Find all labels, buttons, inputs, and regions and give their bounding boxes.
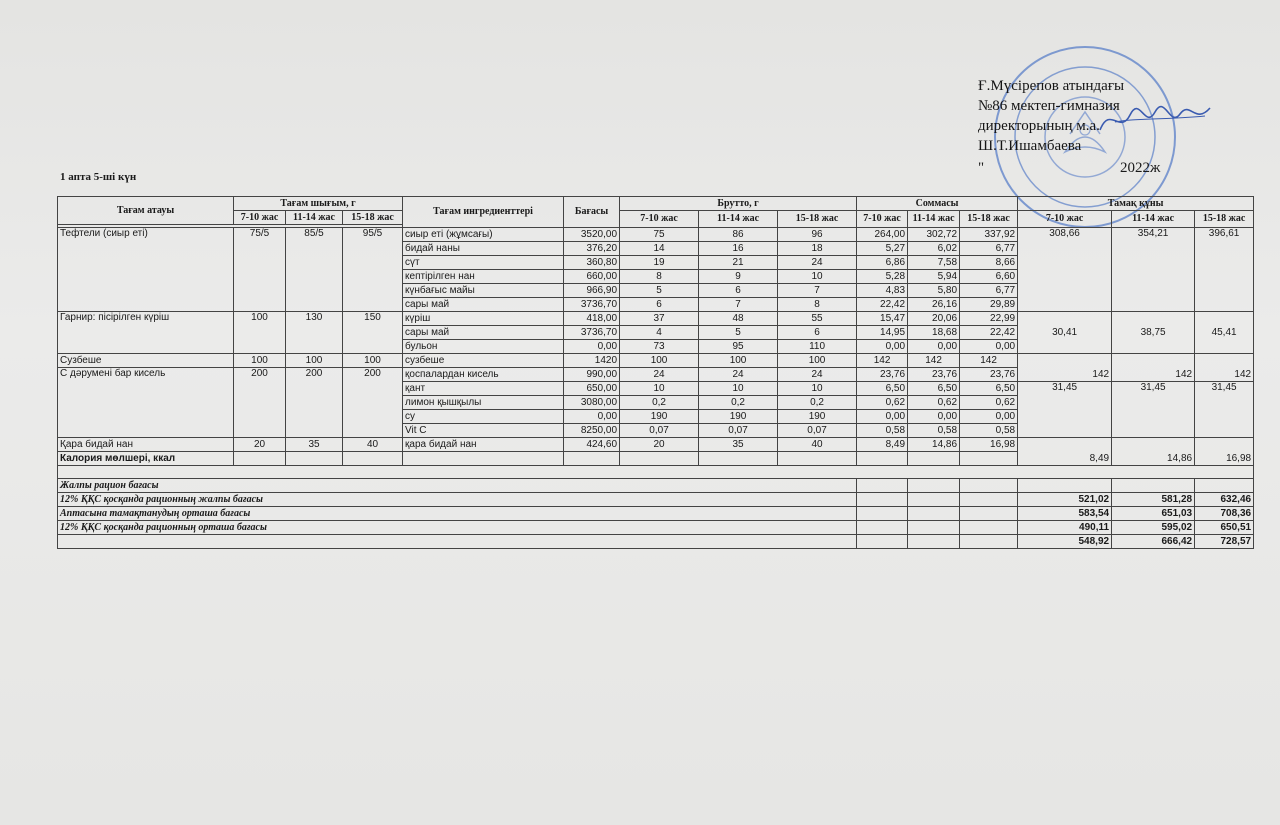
price: 660,00 [564, 270, 620, 284]
gross-age3: 190 [778, 410, 857, 424]
food-cost-age2: 38,75 [1112, 312, 1195, 354]
table-row [58, 438, 1254, 452]
output-age1: 200 [234, 368, 286, 438]
food-cost-age3: 142 [1195, 354, 1254, 382]
gross-age1: 6 [620, 298, 699, 312]
gross-age3: 40 [778, 438, 857, 452]
gross-age3: 6 [778, 326, 857, 340]
header-gross-age1: 7-10 жас [620, 211, 699, 228]
sum-age2: 14,86 [908, 438, 960, 452]
gross-age3: 110 [778, 340, 857, 354]
summary-label: 12% ҚҚС қосқанда рационның жалпы бағасы [58, 493, 857, 507]
sum-age1: 5,27 [857, 242, 908, 256]
sum-age2: 20,06 [908, 312, 960, 326]
sum-age2: 302,72 [908, 228, 960, 242]
price: 376,20 [564, 242, 620, 256]
summary-age2 [1112, 479, 1195, 493]
summary-age1: 521,02 [1018, 493, 1112, 507]
sum-age2: 6,02 [908, 242, 960, 256]
price: 990,00 [564, 368, 620, 382]
ingredient: қант [403, 382, 564, 396]
gross-age2: 190 [699, 410, 778, 424]
sum-age3: 6,50 [960, 382, 1018, 396]
summary-row [58, 521, 1254, 535]
gross-age2: 100 [699, 354, 778, 368]
gross-age2: 0,07 [699, 424, 778, 438]
sum-age3: 6,77 [960, 284, 1018, 298]
gross-age2: 5 [699, 326, 778, 340]
gross-age3: 55 [778, 312, 857, 326]
ingredient: қара бидай нан [403, 438, 564, 452]
summary-label: 12% ҚҚС қосқанда рационның орташа бағасы [58, 521, 857, 535]
gross-age1: 8 [620, 270, 699, 284]
summary-row [58, 507, 1254, 521]
gross-age1: 75 [620, 228, 699, 242]
header-gross-age2: 11-14 жас [699, 211, 778, 228]
sum-age2: 26,16 [908, 298, 960, 312]
gross-age1: 19 [620, 256, 699, 270]
food-cost-age3: 31,45 [1195, 382, 1254, 438]
summary-age2: 581,28 [1112, 493, 1195, 507]
sum-age2: 0,58 [908, 424, 960, 438]
sum-age3: 337,92 [960, 228, 1018, 242]
gross-age3: 10 [778, 270, 857, 284]
header-gross: Брутто, г [620, 197, 857, 211]
gross-age2: 16 [699, 242, 778, 256]
gross-age3: 0,07 [778, 424, 857, 438]
sum-age1: 8,49 [857, 438, 908, 452]
sum-age3: 6,77 [960, 242, 1018, 256]
approval-line-3: директорының м.а. [978, 118, 1100, 134]
summary-row [58, 479, 1254, 493]
sum-age1: 0,58 [857, 424, 908, 438]
ingredient: сүт [403, 256, 564, 270]
header-sum-age3: 15-18 жас [960, 211, 1018, 228]
header-gross-age3: 15-18 жас [778, 211, 857, 228]
gross-age1: 73 [620, 340, 699, 354]
header-sum-age1: 7-10 жас [857, 211, 908, 228]
sum-age3: 142 [960, 354, 1018, 368]
food-cost-age2: 354,21 [1112, 228, 1195, 312]
table-row [58, 354, 1254, 368]
food-cost-age3: 45,41 [1195, 312, 1254, 354]
sum-age1: 0,00 [857, 340, 908, 354]
sum-age2: 18,68 [908, 326, 960, 340]
output-age2: 130 [286, 312, 343, 354]
ingredient: кептірілген нан [403, 270, 564, 284]
food-cost-age2: 31,45 [1112, 382, 1195, 438]
output-age3: 150 [343, 312, 403, 354]
gross-age2: 9 [699, 270, 778, 284]
sum-age1: 142 [857, 354, 908, 368]
table-row [58, 228, 1254, 242]
summary-age1: 490,11 [1018, 521, 1112, 535]
sum-age2: 5,94 [908, 270, 960, 284]
sum-age2: 23,76 [908, 368, 960, 382]
gross-age3: 24 [778, 368, 857, 382]
output-age1: 20 [234, 438, 286, 452]
sum-age1: 22,42 [857, 298, 908, 312]
food-cost-age3: 396,61 [1195, 228, 1254, 312]
summary-age2: 666,42 [1112, 535, 1195, 549]
approval-block [978, 76, 1124, 156]
ingredient: сузбеше [403, 354, 564, 368]
gross-age3: 7 [778, 284, 857, 298]
gross-age2: 7 [699, 298, 778, 312]
sum-age3: 0,00 [960, 410, 1018, 424]
gross-age3: 8 [778, 298, 857, 312]
approval-line-4: Ш.Т.Ишамбаева [978, 138, 1082, 154]
gross-age1: 0,2 [620, 396, 699, 410]
gross-age1: 24 [620, 368, 699, 382]
sum-age3: 0,58 [960, 424, 1018, 438]
sum-age1: 15,47 [857, 312, 908, 326]
sum-age2: 142 [908, 354, 960, 368]
output-age3: 200 [343, 368, 403, 438]
gross-age3: 18 [778, 242, 857, 256]
gross-age2: 48 [699, 312, 778, 326]
header-output-age3: 15-18 жас [343, 211, 403, 225]
gross-age1: 0,07 [620, 424, 699, 438]
ingredient: бульон [403, 340, 564, 354]
price: 0,00 [564, 410, 620, 424]
price: 650,00 [564, 382, 620, 396]
summary-label: Жалпы рацион бағасы [58, 479, 857, 493]
gross-age2: 0,2 [699, 396, 778, 410]
gross-age1: 20 [620, 438, 699, 452]
sum-age3: 29,89 [960, 298, 1018, 312]
summary-age2: 651,03 [1112, 507, 1195, 521]
gross-age1: 4 [620, 326, 699, 340]
approval-line-2: №86 мектеп-гимназия [978, 98, 1120, 114]
gross-age1: 100 [620, 354, 699, 368]
summary-age1 [1018, 479, 1112, 493]
gross-age2: 10 [699, 382, 778, 396]
price: 3520,00 [564, 228, 620, 242]
dish-name: Сузбеше [58, 354, 234, 368]
sum-age1: 4,83 [857, 284, 908, 298]
sum-age2: 6,50 [908, 382, 960, 396]
table-row [58, 312, 1254, 326]
food-cost-age1: 8,49 [1018, 438, 1112, 466]
food-cost-age1: 31,45 [1018, 382, 1112, 438]
food-cost-age1: 308,66 [1018, 228, 1112, 312]
price: 424,60 [564, 438, 620, 452]
price: 418,00 [564, 312, 620, 326]
output-age3: 40 [343, 438, 403, 452]
header-sum-age2: 11-14 жас [908, 211, 960, 228]
header-sum: Соммасы [857, 197, 1018, 211]
sum-age3: 22,99 [960, 312, 1018, 326]
gross-age3: 100 [778, 354, 857, 368]
ingredient: сары май [403, 298, 564, 312]
approval-date-mark: " [978, 160, 985, 176]
summary-label [58, 535, 857, 549]
price: 3736,70 [564, 298, 620, 312]
summary-age3: 650,51 [1195, 521, 1254, 535]
sum-age3: 6,60 [960, 270, 1018, 284]
output-age2: 85/5 [286, 228, 343, 312]
summary-row [58, 535, 1254, 549]
summary-label: Аптасына тамақтанудың орташа бағасы [58, 507, 857, 521]
header-price: Бағасы [564, 197, 620, 228]
sum-age1: 0,62 [857, 396, 908, 410]
summary-age3: 632,46 [1195, 493, 1254, 507]
output-age1: 75/5 [234, 228, 286, 312]
ingredient: Vit C [403, 424, 564, 438]
sum-age1: 6,50 [857, 382, 908, 396]
sum-age1: 0,00 [857, 410, 908, 424]
price: 966,90 [564, 284, 620, 298]
header-dish-name: Тағам атауы [58, 197, 234, 225]
sum-age3: 0,62 [960, 396, 1018, 410]
gross-age2: 6 [699, 284, 778, 298]
output-age3: 100 [343, 354, 403, 368]
ingredient: су [403, 410, 564, 424]
food-cost-age2: 142 [1112, 354, 1195, 382]
menu-table [57, 196, 1254, 549]
food-cost-age1: 30,41 [1018, 312, 1112, 354]
price: 3080,00 [564, 396, 620, 410]
output-age2: 100 [286, 354, 343, 368]
price: 8250,00 [564, 424, 620, 438]
ingredient: сары май [403, 326, 564, 340]
dish-name: С дәрумені бар кисель [58, 368, 234, 438]
sum-age1: 14,95 [857, 326, 908, 340]
approval-year: 2022ж [1120, 160, 1161, 176]
output-age3: 95/5 [343, 228, 403, 312]
price: 1420 [564, 354, 620, 368]
header-output: Тағам шығым, г [234, 197, 403, 211]
summary-age3: 708,36 [1195, 507, 1254, 521]
ingredient: күріш [403, 312, 564, 326]
summary-age1: 583,54 [1018, 507, 1112, 521]
dish-name: Тефтели (сиыр еті) [58, 228, 234, 312]
gross-age1: 5 [620, 284, 699, 298]
output-age2: 35 [286, 438, 343, 452]
sum-age2: 0,00 [908, 410, 960, 424]
gross-age2: 35 [699, 438, 778, 452]
sum-age1: 264,00 [857, 228, 908, 242]
gross-age1: 37 [620, 312, 699, 326]
food-cost-age2: 14,86 [1112, 438, 1195, 466]
sum-age1: 6,86 [857, 256, 908, 270]
output-age1: 100 [234, 312, 286, 354]
sum-age2: 5,80 [908, 284, 960, 298]
gross-age3: 10 [778, 382, 857, 396]
price: 3736,70 [564, 326, 620, 340]
sum-age1: 5,28 [857, 270, 908, 284]
sum-age2: 7,58 [908, 256, 960, 270]
sum-age3: 8,66 [960, 256, 1018, 270]
sum-age3: 0,00 [960, 340, 1018, 354]
gross-age3: 24 [778, 256, 857, 270]
header-cost-age3: 15-18 жас [1195, 211, 1254, 228]
sum-age3: 22,42 [960, 326, 1018, 340]
gross-age2: 24 [699, 368, 778, 382]
gross-age2: 21 [699, 256, 778, 270]
header-food-cost: Тамақ құны [1018, 197, 1254, 211]
header-output-age1: 7-10 жас [234, 211, 286, 225]
food-cost-age1: 142 [1018, 354, 1112, 382]
header-output-age2: 11-14 жас [286, 211, 343, 225]
sum-age3: 23,76 [960, 368, 1018, 382]
ingredient: күнбағыс майы [403, 284, 564, 298]
calorie-label: Калория мөлшері, ккал [58, 452, 234, 466]
gross-age2: 86 [699, 228, 778, 242]
ingredient: қоспалардан кисель [403, 368, 564, 382]
header-cost-age1: 7-10 жас [1018, 211, 1112, 228]
dish-name: Қара бидай нан [58, 438, 234, 452]
header-cost-age2: 11-14 жас [1112, 211, 1195, 228]
dish-name: Гарнир: пісірілген күріш [58, 312, 234, 354]
sum-age1: 23,76 [857, 368, 908, 382]
summary-age3: 728,57 [1195, 535, 1254, 549]
sum-age2: 0,00 [908, 340, 960, 354]
price: 360,80 [564, 256, 620, 270]
output-age2: 200 [286, 368, 343, 438]
price: 0,00 [564, 340, 620, 354]
food-cost-age3: 16,98 [1195, 438, 1254, 466]
summary-row [58, 493, 1254, 507]
gross-age1: 190 [620, 410, 699, 424]
gross-age2: 95 [699, 340, 778, 354]
gross-age1: 10 [620, 382, 699, 396]
gross-age3: 96 [778, 228, 857, 242]
sum-age3: 16,98 [960, 438, 1018, 452]
ingredient: сиыр еті (жұмсағы) [403, 228, 564, 242]
summary-age3 [1195, 479, 1254, 493]
output-age1: 100 [234, 354, 286, 368]
summary-age2: 595,02 [1112, 521, 1195, 535]
header-ingredients: Тағам ингредиенттері [403, 197, 564, 228]
sum-age2: 0,62 [908, 396, 960, 410]
gross-age1: 14 [620, 242, 699, 256]
ingredient: бидай наны [403, 242, 564, 256]
ingredient: лимон қышқылы [403, 396, 564, 410]
gross-age3: 0,2 [778, 396, 857, 410]
summary-age1: 548,92 [1018, 535, 1112, 549]
approval-line-1: Ғ.Мүсірепов атындағы [978, 78, 1125, 94]
day-title: 1 апта 5-ші күн [60, 171, 137, 183]
